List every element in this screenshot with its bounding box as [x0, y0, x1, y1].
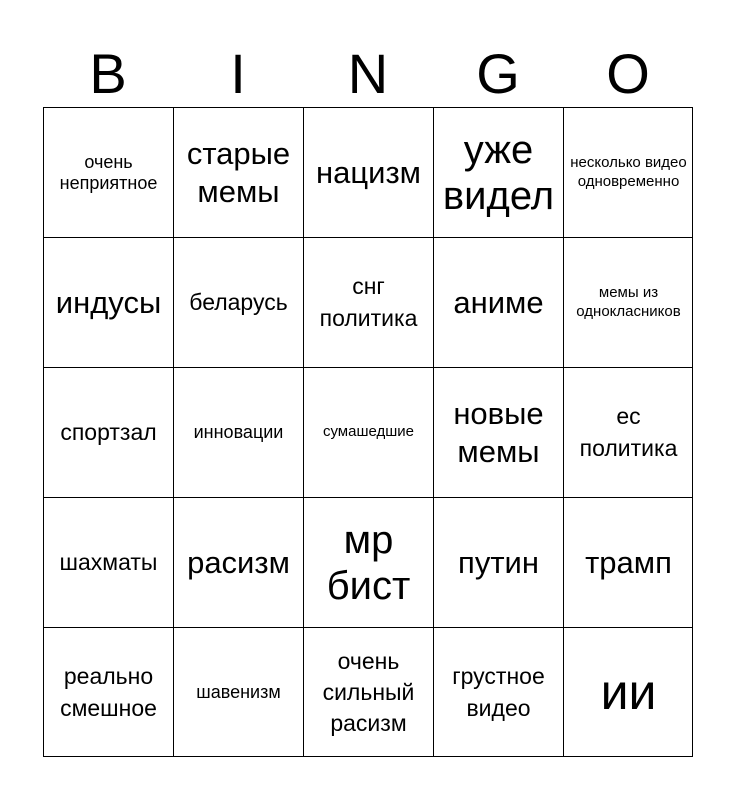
bingo-cell[interactable] [433, 107, 563, 237]
bingo-cell-label: мемы из однокласников [576, 283, 681, 320]
bingo-cell[interactable] [563, 367, 693, 497]
bingo-cell[interactable] [43, 497, 173, 627]
bingo-cell-label: ес политика [579, 403, 678, 461]
bingo-cell[interactable] [173, 107, 303, 237]
header-letter-g: G [476, 42, 520, 105]
bingo-cell-label: шавенизм [196, 682, 281, 703]
bingo-cell[interactable] [303, 237, 433, 367]
bingo-cell-label: нацизм [316, 154, 421, 190]
bingo-cell-label: очень неприятное [59, 151, 158, 193]
bingo-cell[interactable] [173, 237, 303, 367]
bingo-cell[interactable] [303, 107, 433, 237]
bingo-cell-label: трамп [585, 544, 672, 580]
bingo-cell-label: шахматы [59, 548, 158, 575]
bingo-cell-label: несколько видео одновременно [570, 153, 687, 190]
bingo-cell[interactable] [433, 237, 563, 367]
bingo-cell[interactable] [173, 497, 303, 627]
bingo-cell[interactable] [303, 497, 433, 627]
bingo-cell[interactable] [433, 627, 563, 757]
bingo-cell-label: беларусь [189, 288, 288, 315]
bingo-cell[interactable] [303, 627, 433, 757]
bingo-cell[interactable] [303, 367, 433, 497]
bingo-cell-label: расизм [187, 544, 290, 580]
bingo-cell[interactable] [563, 237, 693, 367]
bingo-cell[interactable] [563, 107, 693, 237]
bingo-cell[interactable] [43, 367, 173, 497]
header-letter-o: O [606, 42, 650, 105]
bingo-board [43, 107, 693, 757]
bingo-cell-label: путин [458, 544, 539, 580]
bingo-cell-label: аниме [453, 284, 544, 320]
bingo-cell-label: снг политика [319, 273, 418, 331]
bingo-cell[interactable] [173, 627, 303, 757]
header-letter-i: I [230, 42, 246, 105]
bingo-cell-label: инновации [193, 422, 284, 443]
bingo-cell[interactable] [43, 107, 173, 237]
bingo-cell-label: грустное видео [452, 663, 545, 721]
bingo-cell-label: реально смешное [60, 663, 157, 721]
bingo-cell[interactable] [563, 497, 693, 627]
bingo-cell[interactable] [433, 497, 563, 627]
header-letter-n: N [347, 42, 389, 105]
bingo-cell-label: уже видел [442, 127, 555, 218]
bingo-cell[interactable] [173, 367, 303, 497]
bingo-cell[interactable] [563, 627, 693, 757]
bingo-cell-label: очень сильный расизм [322, 647, 415, 737]
bingo-cell[interactable] [43, 237, 173, 367]
bingo-cell[interactable] [433, 367, 563, 497]
bingo-header [43, 40, 693, 108]
bingo-cell-label: новые мемы [453, 396, 544, 469]
bingo-cell-label: мр бист [326, 517, 411, 608]
bingo-cell-label: старые мемы [186, 136, 291, 209]
bingo-cell-label: ии [600, 663, 657, 720]
header-letter-b: B [89, 42, 127, 105]
bingo-cell-label: индусы [55, 284, 162, 320]
bingo-cell-label: сумашедшие [322, 423, 415, 441]
bingo-cell[interactable] [43, 627, 173, 757]
bingo-cell-label: спортзал [60, 418, 157, 445]
